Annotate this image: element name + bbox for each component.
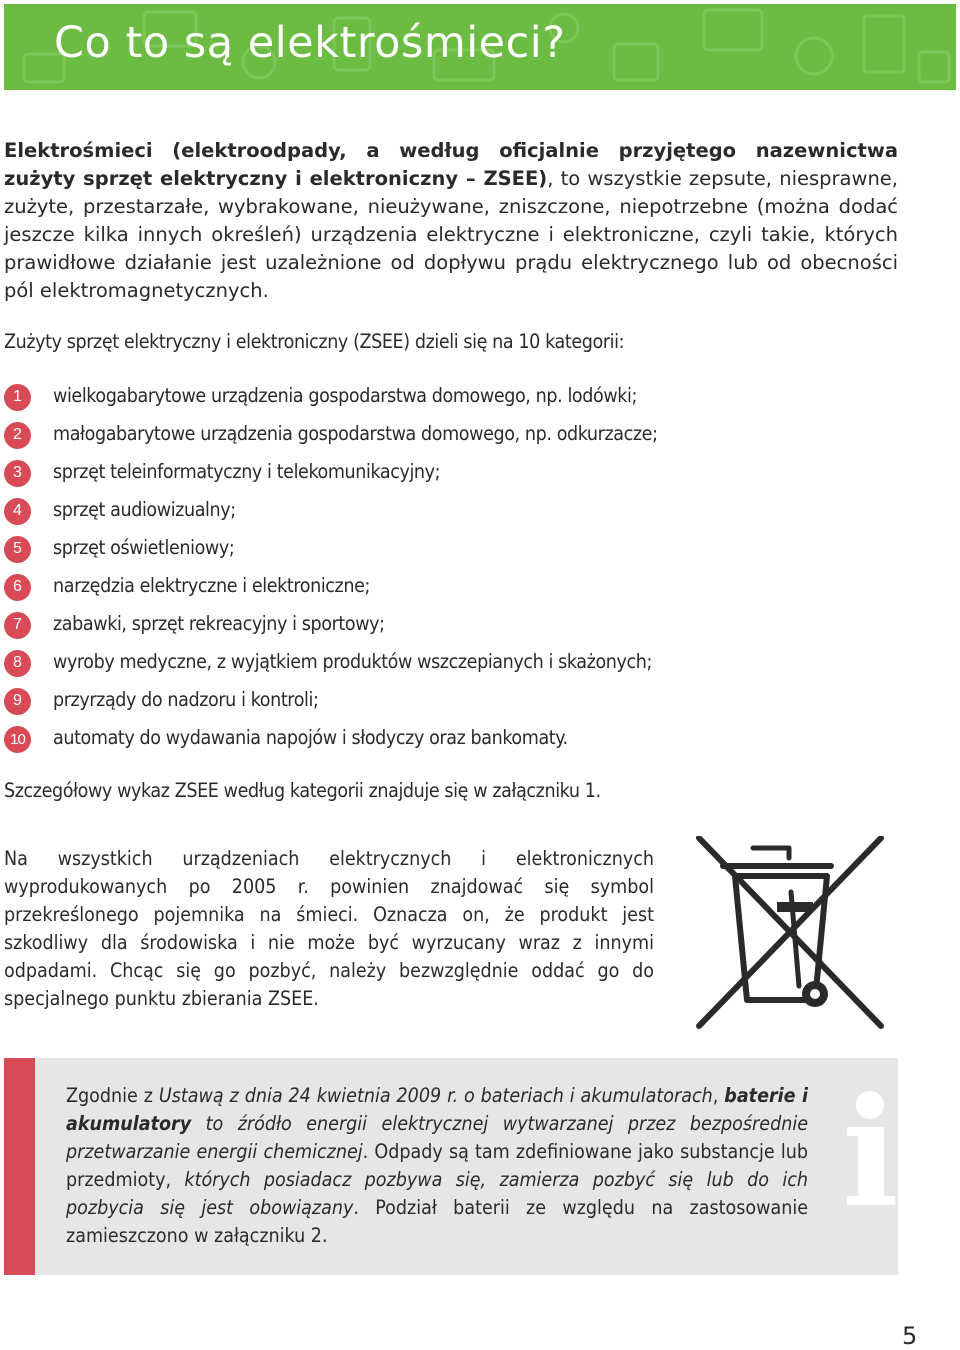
category-text: małogabarytowe urządzenia gospodarstwa domowego, np. odkurzacze;: [53, 422, 658, 445]
info-text-law: Ustawą z dnia 24 kwietnia 2009 r. o bateriach i akumulatorach: [158, 1084, 713, 1107]
crossed-out-wheelie-bin-icon: [665, 836, 887, 1032]
number-badge: 3: [4, 460, 31, 487]
number-badge: 9: [4, 688, 31, 715]
info-text-1: Zgodnie z: [66, 1084, 159, 1107]
list-item: [4, 568, 370, 606]
page-header: [4, 4, 956, 90]
info-text-8: . Podział baterii ze względu na zastosowanie zamieszczono w załączniku 2.: [66, 1196, 808, 1247]
list-item: [4, 530, 235, 568]
category-text: wyroby medyczne, z wyjątkiem produktów wszczepianych i skażonych;: [53, 650, 652, 673]
detail-note: Szczegółowy wykaz ZSEE według kategorii znajduje się w załączniku 1.: [4, 779, 601, 802]
list-item: [4, 378, 638, 416]
number-badge: 1: [4, 384, 31, 411]
category-text: wielkogabarytowe urządzenia gospodarstwa domowego, np. lodówki;: [53, 384, 638, 407]
number-badge: 7: [4, 612, 31, 639]
info-icon: i: [842, 1065, 899, 1241]
list-item: [4, 644, 652, 682]
number-badge: 4: [4, 498, 31, 525]
info-text-waste-definition: których posiadacz pozbywa się, zamierza pozbyć się lub do ich pozbycia się jest obowiązany: [66, 1168, 808, 1219]
info-text-6: . Odpady są tam zdefiniowane jako substancje lub przedmioty,: [66, 1140, 808, 1191]
category-text: automaty do wydawania napojów i słodyczy oraz bankomaty.: [53, 726, 568, 749]
number-badge: 8: [4, 650, 31, 677]
intro-paragraph: [4, 137, 898, 305]
number-badge: 2: [4, 422, 31, 449]
number-badge: 10: [4, 726, 31, 753]
page-title: Co to są elektrośmieci?: [54, 18, 566, 68]
info-text-3: ,: [712, 1084, 725, 1107]
info-text: [66, 1082, 808, 1250]
info-box: [4, 1058, 898, 1275]
list-item: [4, 416, 658, 454]
page-number: 5: [902, 1322, 918, 1350]
info-text-definition: to źródło energii elektrycznej wytwarzanej przez bezpośrednie przetwarzanie energii chemicznej: [66, 1112, 808, 1163]
category-text: sprzęt audiowizualny;: [53, 498, 236, 521]
list-item: [4, 682, 319, 720]
number-badge: 6: [4, 574, 31, 601]
categories-list: [4, 378, 658, 758]
intro-rest: , to wszystkie zepsute, niesprawne, zużyte, przestarzałe, wybrakowane, nieużywane, zniszczone, niepotrzebne (można dodać jeszcze kilka innych określeń) urządzenia elektryczne i elektroniczne, czyli takie, których prawidłowe działanie jest uzależnione od dopływu prądu elektrycznego lub od obecności pól elektromagnetycznych.: [4, 167, 898, 302]
intro-term: Elektrośmieci (elektroodpady, a według oficjalnie przyjętego nazewnictwa zużyty sprzęt elektryczny i elektroniczny – ZSEE): [4, 139, 898, 190]
list-item: [4, 492, 236, 530]
list-item: [4, 720, 568, 758]
category-text: narzędzia elektryczne i elektroniczne;: [53, 574, 370, 597]
category-text: zabawki, sprzęt rekreacyjny i sportowy;: [53, 612, 385, 635]
number-badge: 5: [4, 536, 31, 563]
list-item: [4, 454, 441, 492]
symbol-paragraph: Na wszystkich urządzeniach elektrycznych i elektronicznych wyprodukowanych po 2005 r. powinien znajdować się symbol przekreślonego pojemnika na śmieci. Oznacza on, że produkt jest szkodliwy dla środowiska i nie może być wyrzucany wraz z innymi odpadami. Chcąc się go pozbyć, należy bezwzględnie oddać go do specjalnego punktu zbierania ZSEE.: [4, 847, 654, 1010]
category-text: sprzęt teleinformatyczny i telekomunikacyjny;: [53, 460, 441, 483]
categories-heading: Zużyty sprzęt elektryczny i elektroniczny (ZSEE) dzieli się na 10 kategorii:: [4, 330, 625, 353]
info-accent-bar: [4, 1058, 35, 1275]
info-text-batteries: baterie i akumulatory: [66, 1084, 809, 1135]
category-text: sprzęt oświetleniowy;: [53, 536, 235, 559]
list-item: [4, 606, 385, 644]
category-text: przyrządy do nadzoru i kontroli;: [53, 688, 319, 711]
